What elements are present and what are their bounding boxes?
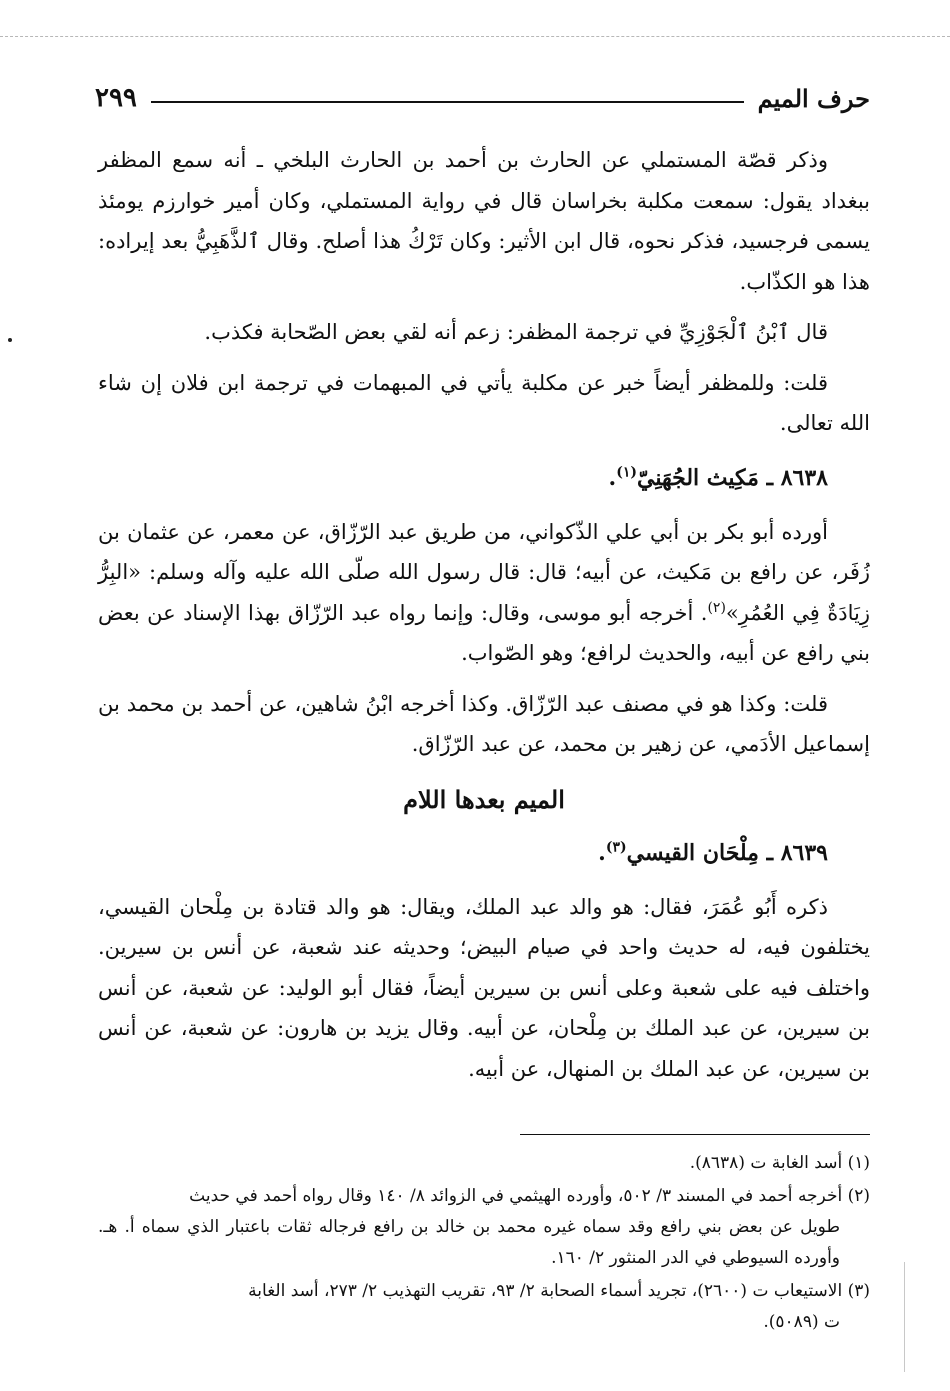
paragraph-text: . أخرجه أبو موسى، وقال: وإنما رواه عبد الرّزّاق بهذا الإسناد عن بعض بني رافع عن أبيه، والحديث لرافع؛ وهو الصّواب.	[98, 600, 870, 665]
entry-title-end: .	[598, 839, 606, 866]
entry-title-end: .	[608, 464, 617, 491]
footnote-rule	[520, 1134, 870, 1135]
paragraph: قال ٱبْنُ ٱلْجَوْزِيِّ في ترجمة المظفر: زعم أنه لقي بعض الصّحابة فكذب.	[204, 320, 828, 344]
paragraph: قلت: وكذا هو في مصنف عبد الرّزّاق. وكذا أخرجه ابْنُ شاهين، عن أحمد بن محمد بن إسماعيل الأدَمي، عن زهير بن محمد، عن عبد الرّزّاق.	[98, 691, 870, 756]
entry-heading	[98, 454, 870, 502]
footnote	[98, 1181, 870, 1274]
margin-dot	[8, 338, 12, 342]
footnotes	[98, 1148, 870, 1340]
paragraph-text: أورده أبو بكر بن أبي علي الذّكواني، من طريق عبد الرّزّاق، عن معمر، عن عثمان بن زُفَر، عن رافع بن مَكيث، عن أبيه؛ قال: قال رسول الله صلّى الله عليه وآله وسلم: «البِرُّ زِيَادَةٌ فِي العُمُرِ»	[98, 519, 871, 625]
scan-edge-line	[0, 36, 950, 37]
footnote-continuation: طويل عن بعض بني رافع وقد سماه غيره محمد بن خالد بن رافع فرجاله ثقات باعتبار الذي سماه أ. هـ. وأورده السيوطي في الدر المنثور ٢/ ١٦٠.	[98, 1217, 840, 1268]
footnote-continuation: ت (٥٠٨٩).	[763, 1312, 840, 1332]
paragraph	[98, 512, 870, 674]
running-title: حرف الميم	[757, 83, 870, 113]
page-number: ٢٩٩	[95, 83, 137, 113]
paragraph: قلت: وللمظفر أيضاً خبر عن مكلبة يأتي في المبهمات في ترجمة ابن فلان إن شاء الله تعالى.	[98, 370, 870, 435]
footnote-ref: (٣)	[605, 839, 627, 856]
paragraph: وذكر قصّة المستملي عن الحارث بن أحمد بن الحارث البلخي ـ أنه سمع المظفر ببغداد يقول: سمعت مكلبة بخراسان قال في رواية المستملي، وكان أمير خوارزم يومئذ يسمى فرجسيد، فذكر نحوه، قال ابن الأثير: وكان تَرْكُ هذا أصلح. وقال ٱلذَّهَبِيُّ بعد إيراده: هذا هو الكذّاب.	[98, 148, 870, 294]
entry-title: ٨٦٣٩ ـ مِلْحَان القيسي	[626, 839, 828, 866]
page-header	[95, 80, 870, 116]
footnote	[98, 1276, 870, 1338]
footnote: (١) أسد الغابة ت (٨٦٣٨).	[689, 1153, 870, 1173]
entry-title: ٨٦٣٨ ـ مَكِيث الجُهَنِيّ	[637, 464, 828, 491]
gutter-mark	[904, 1262, 905, 1372]
section-heading: الميم بعدها اللام	[403, 784, 565, 814]
main-text	[98, 140, 870, 1099]
header-rule	[151, 101, 744, 103]
footnote-ref: (١)	[616, 464, 637, 481]
footnote-ref: (٢)	[707, 599, 726, 616]
entry-heading	[98, 829, 870, 877]
footnote-text: (٣) الاستيعاب ت (٢٦٠٠)، تجريد أسماء الصحابة ٢/ ٩٣، تقريب التهذيب ٢/ ٢٧٣، أسد الغابة	[248, 1281, 870, 1301]
paragraph: ذكره أَبُو عُمَرَ، فقال: هو والد عبد الملك، ويقال: هو والد قتادة بن مِلْحان القيسي، يختلفون فيه، له حديث واحد في صيام البيض؛ وحديثه عند شعبة، عن أنس بن سيرين. واختلف فيه على شعبة وعلى أنس بن سيرين أيضاً، فقال أبو الوليد: عن شعبة، عن أنس بن سيرين، عن عبد الملك بن مِلْحان، عن أبيه. وقال يزيد بن هارون: عن شعبة، عن أنس بن سيرين، عن عبد الملك بن المنهال، عن أبيه.	[98, 894, 870, 1081]
footnote-text: (٢) أخرجه أحمد في المسند ٣/ ٥٠٢، وأورده الهيثمي في الزوائد ٨/ ١٤٠ وقال رواه أحمد في حديث	[189, 1186, 870, 1206]
